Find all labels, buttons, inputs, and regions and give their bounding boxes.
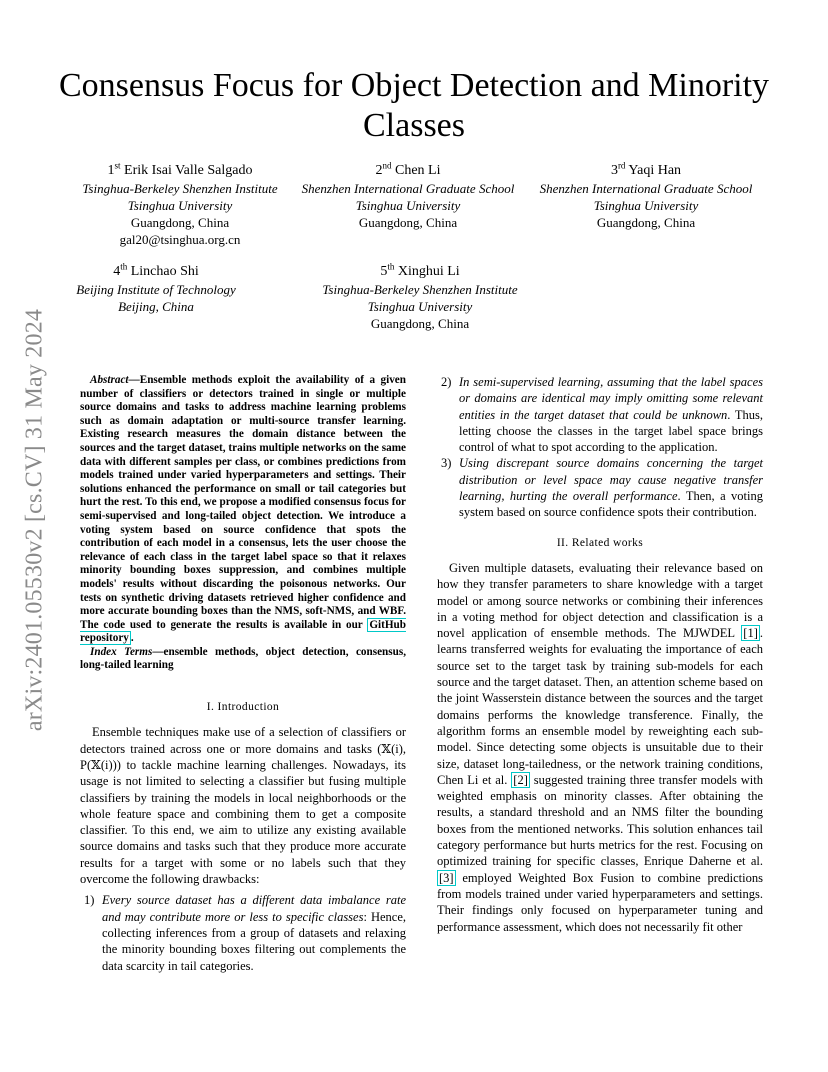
author-5: 5th Xinghui Li Tsinghua-Berkeley Shenzhen Institute Tsinghua University Guangdong, China [322, 261, 518, 331]
citation-2[interactable]: [2] [513, 772, 528, 787]
index-terms: Index Terms—ensemble methods, object detection, consensus, long-tailed learning [80, 645, 406, 672]
right-column [437, 374, 763, 935]
github-link[interactable]: GitHub repository [80, 618, 406, 645]
intro-paragraph: Ensemble techniques make use of a selection of classifiers or detectors trained across one or more domains and tasks (𝕏(i), P(𝕏(i))) to tackle machine learning challenges. Nowadays, its usage is not limited to selecting a classifier but fusing multiple classifiers by training the models in local neighborhoods or the whole feature space and combining them to get a composite classifier. To this end, we aim to utilize any existing available source domains and tasks such that they produce more accurate results for a target with some or no labels such that they overcome the following drawbacks: [80, 725, 406, 887]
list-item-3: 3) Using discrepant source domains concerning the target distribution or level space may cause negative transfer learning, hurting the overall performance. Then, a voting system based on source confidence spots their contribution. [441, 456, 763, 520]
section-heading-introduction: I. Introduction [206, 701, 280, 714]
citation-1[interactable]: [1] [743, 626, 758, 641]
author-4: 4th Linchao Shi Beijing Institute of Technology Beijing, China [76, 261, 236, 314]
author-1: 1st Erik Isai Valle Salgado Tsinghua-Berkeley Shenzhen Institute Tsinghua University Guangdong, China gal20@tsinghua.org.cn [66, 162, 294, 248]
author-3: 3rd Yaqi Han Shenzhen International Graduate School Tsinghua University Guangdong, China [539, 160, 753, 230]
author-2: 2nd Chen Li Shenzhen International Graduate School Tsinghua University Guangdong, China [301, 160, 515, 230]
left-column [80, 374, 406, 974]
math-expression: (𝕏(i), P(𝕏(i))) [80, 741, 406, 772]
paper-title: Consensus Focus for Object Detection and Minority Classes [58, 67, 770, 144]
list-item-1: 1) Every source dataset has a different data imbalance rate and may contribute more or less to specific classes: Hence, collecting inferences from a group of datasets and relaxing the minority bounding boxes filtering out complements the data scarcity in tail categories. [84, 893, 407, 973]
section-heading-related-works: II. Related works [556, 536, 644, 549]
author-email: gal20@tsinghua.org.cn [119, 232, 241, 247]
citation-3[interactable]: [3] [439, 870, 454, 885]
related-works-paragraph: Given multiple datasets, evaluating their relevance based on how they transfer parameters to share knowledge with a target model or among source networks or combining their inferences in a voting method for object detection and classification is a novel application of ensemble methods. The MJWDEL [1] . learns transferred weights for evaluating the importance of each source set to the target task by training sub-models for each source and the target dataset. Then, an attention scheme based on the joint Wasserstein distance between the sources and the target domains performs the knowledge transference. Finally, the algorithm forms an ensemble model by reweighting each sub-model. Since detecting some objects is unsuitable due to their size, dataset long-tailedness, or the network training conditions, Chen Li et al. [2] suggested training three transfer models with weighted emphasis on minority classes. After obtaining the results, a standard threshold and an NMS filter the bounding boxes from the mentioned networks. This solution enhances tail category performance but hurts metrics for the rest. Focusing on optimized training for specific classes, Enrique Daherne et al. [3] employed Weighted Box Fusion to combine predictions from models trained under varied hyperparameters and settings. Their findings only focused on hyperparameter tuning and performance assessment, which does not necessarily fit other [437, 560, 763, 934]
list-item-2: 2) In semi-supervised learning, assuming that the label spaces or domains are identical may imply omitting some relevant entities in the target dataset that could be unknown. Thus, letting choose the classes in the target label space brings control of what to spot according to the application. [441, 375, 763, 455]
abstract: Abstract—Ensemble methods exploit the availability of a given number of classifiers or detectors trained in single or multiple source domains and tasks to address machine learning problems such as domain adaptation or multi-source transfer learning. Existing research measures the domain distance between the sources and the target dataset, trains multiple networks on the same data with different samples per class, or combines predictions from models trained under varied hyperparameters and settings. Their solutions enhanced the performance on small or tail categories but hurt the rest. To this end, we propose a modified consensus focus for semi-supervised and long-tailed object detection. We introduce a voting system based on source confidence that spots the contribution of each model in a consensus, lets the user choose the relevance of each class in the target label space so that it relaxes minority bounding boxes suppression, and combines multiple models' results without discarding the poisonous networks. Our tests on synthetic driving datasets retrieved higher confidence and more accurate bounding boxes than the NMS, soft-NMS, and WBF. The code used to generate the results is available in our GitHub repository . [80, 374, 406, 645]
